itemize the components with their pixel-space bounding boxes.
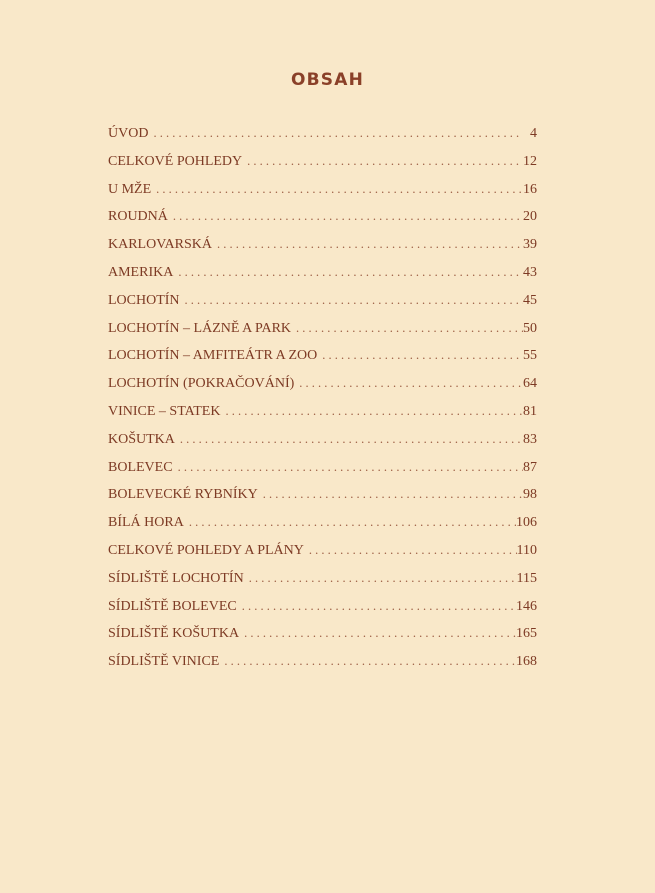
toc-entry-label: LOCHOTÍN – AMFITEÁTR A ZOO xyxy=(108,348,318,364)
dot-leader xyxy=(173,259,523,287)
toc-entry-label: LOCHOTÍN – LÁZNĚ A PARK xyxy=(108,320,292,336)
toc-entry-label: CELKOVÉ POHLEDY xyxy=(108,153,243,169)
dot-leader xyxy=(242,148,523,176)
table-of-contents xyxy=(108,120,537,676)
dot-leader xyxy=(168,203,523,231)
dot-leader xyxy=(291,315,523,343)
dot-leader xyxy=(239,620,516,648)
toc-entry-label: SÍDLIŠTĚ BOLEVEC xyxy=(108,598,237,614)
toc-entry xyxy=(108,287,537,315)
toc-entry-label: BOLEVECKÉ RYBNÍKY xyxy=(108,487,258,503)
toc-entry-label: VINICE – STATEK xyxy=(108,403,221,419)
dot-leader xyxy=(175,426,523,454)
toc-entry-page-number: 4 xyxy=(530,126,537,141)
toc-entry xyxy=(108,648,537,676)
toc-entry-label: ÚVOD xyxy=(108,126,149,141)
toc-entry xyxy=(108,120,537,148)
toc-entry-label: U MŽE xyxy=(108,181,152,197)
toc-entry xyxy=(108,481,537,509)
toc-entry-page-number: 55 xyxy=(523,348,537,364)
toc-entry-label: SÍDLIŠTĚ LOCHOTÍN xyxy=(108,570,244,586)
toc-entry-label: SÍDLIŠTĚ VINICE xyxy=(108,654,220,670)
toc-entry-label: ROUDNÁ xyxy=(108,209,168,225)
dot-leader xyxy=(258,481,523,509)
toc-entry-label: BÍLÁ HORA xyxy=(108,515,184,531)
toc-entry xyxy=(108,509,537,537)
dot-leader xyxy=(237,593,516,621)
dot-leader xyxy=(151,176,523,204)
dot-leader xyxy=(220,398,523,426)
toc-entry-page-number: 39 xyxy=(523,237,537,253)
dot-leader xyxy=(317,342,523,370)
dot-leader xyxy=(212,231,523,259)
toc-entry xyxy=(108,370,537,398)
dot-leader xyxy=(294,370,523,398)
toc-entry-page-number: 110 xyxy=(516,542,537,558)
toc-entry xyxy=(108,565,537,593)
dot-leader xyxy=(180,287,523,315)
toc-entry-page-number: 43 xyxy=(523,264,537,280)
dot-leader xyxy=(244,565,517,593)
toc-entry xyxy=(108,342,537,370)
toc-entry-page-number: 50 xyxy=(523,320,537,336)
toc-entry xyxy=(108,259,537,287)
toc-entry-page-number: 87 xyxy=(523,459,537,475)
toc-entry-label: SÍDLIŠTĚ KOŠUTKA xyxy=(108,626,240,642)
page-title: OBSAH xyxy=(290,70,365,90)
toc-entry-label: KARLOVARSKÁ xyxy=(108,237,212,253)
dot-leader xyxy=(148,120,523,148)
toc-entry xyxy=(108,537,537,565)
toc-entry xyxy=(108,426,537,454)
toc-entry-page-number: 81 xyxy=(523,403,537,419)
dot-leader xyxy=(173,454,523,482)
toc-entry xyxy=(108,176,537,204)
toc-entry-page-number: 83 xyxy=(523,431,537,447)
toc-entry-label: CELKOVÉ POHLEDY A PLÁNY xyxy=(108,542,304,558)
toc-entry xyxy=(108,203,537,231)
toc-entry xyxy=(108,315,537,343)
toc-entry-label: AMERIKA xyxy=(108,264,174,280)
toc-entry-label: LOCHOTÍN xyxy=(108,292,180,308)
toc-entry xyxy=(108,398,537,426)
toc-entry-page-number: 165 xyxy=(516,626,537,642)
dot-leader xyxy=(219,648,516,676)
toc-entry-page-number: 12 xyxy=(523,153,537,169)
toc-entry xyxy=(108,148,537,176)
dot-leader xyxy=(184,509,516,537)
toc-entry-page-number: 146 xyxy=(516,598,537,614)
toc-entry-page-number: 45 xyxy=(523,292,537,308)
toc-entry-page-number: 64 xyxy=(523,376,537,392)
toc-entry xyxy=(108,593,537,621)
toc-entry-label: KOŠUTKA xyxy=(108,431,175,447)
toc-entry-page-number: 98 xyxy=(523,487,537,503)
toc-entry-label: BOLEVEC xyxy=(108,459,173,475)
toc-entry xyxy=(108,454,537,482)
toc-entry-page-number: 20 xyxy=(523,209,537,225)
toc-entry xyxy=(108,620,537,648)
toc-entry-page-number: 16 xyxy=(523,181,537,197)
dot-leader xyxy=(304,537,517,565)
toc-entry-page-number: 115 xyxy=(516,570,537,586)
toc-entry-label: LOCHOTÍN (POKRAČOVÁNÍ) xyxy=(108,376,295,392)
toc-entry xyxy=(108,231,537,259)
toc-entry-page-number: 106 xyxy=(516,515,537,531)
toc-entry-page-number: 168 xyxy=(516,654,537,670)
